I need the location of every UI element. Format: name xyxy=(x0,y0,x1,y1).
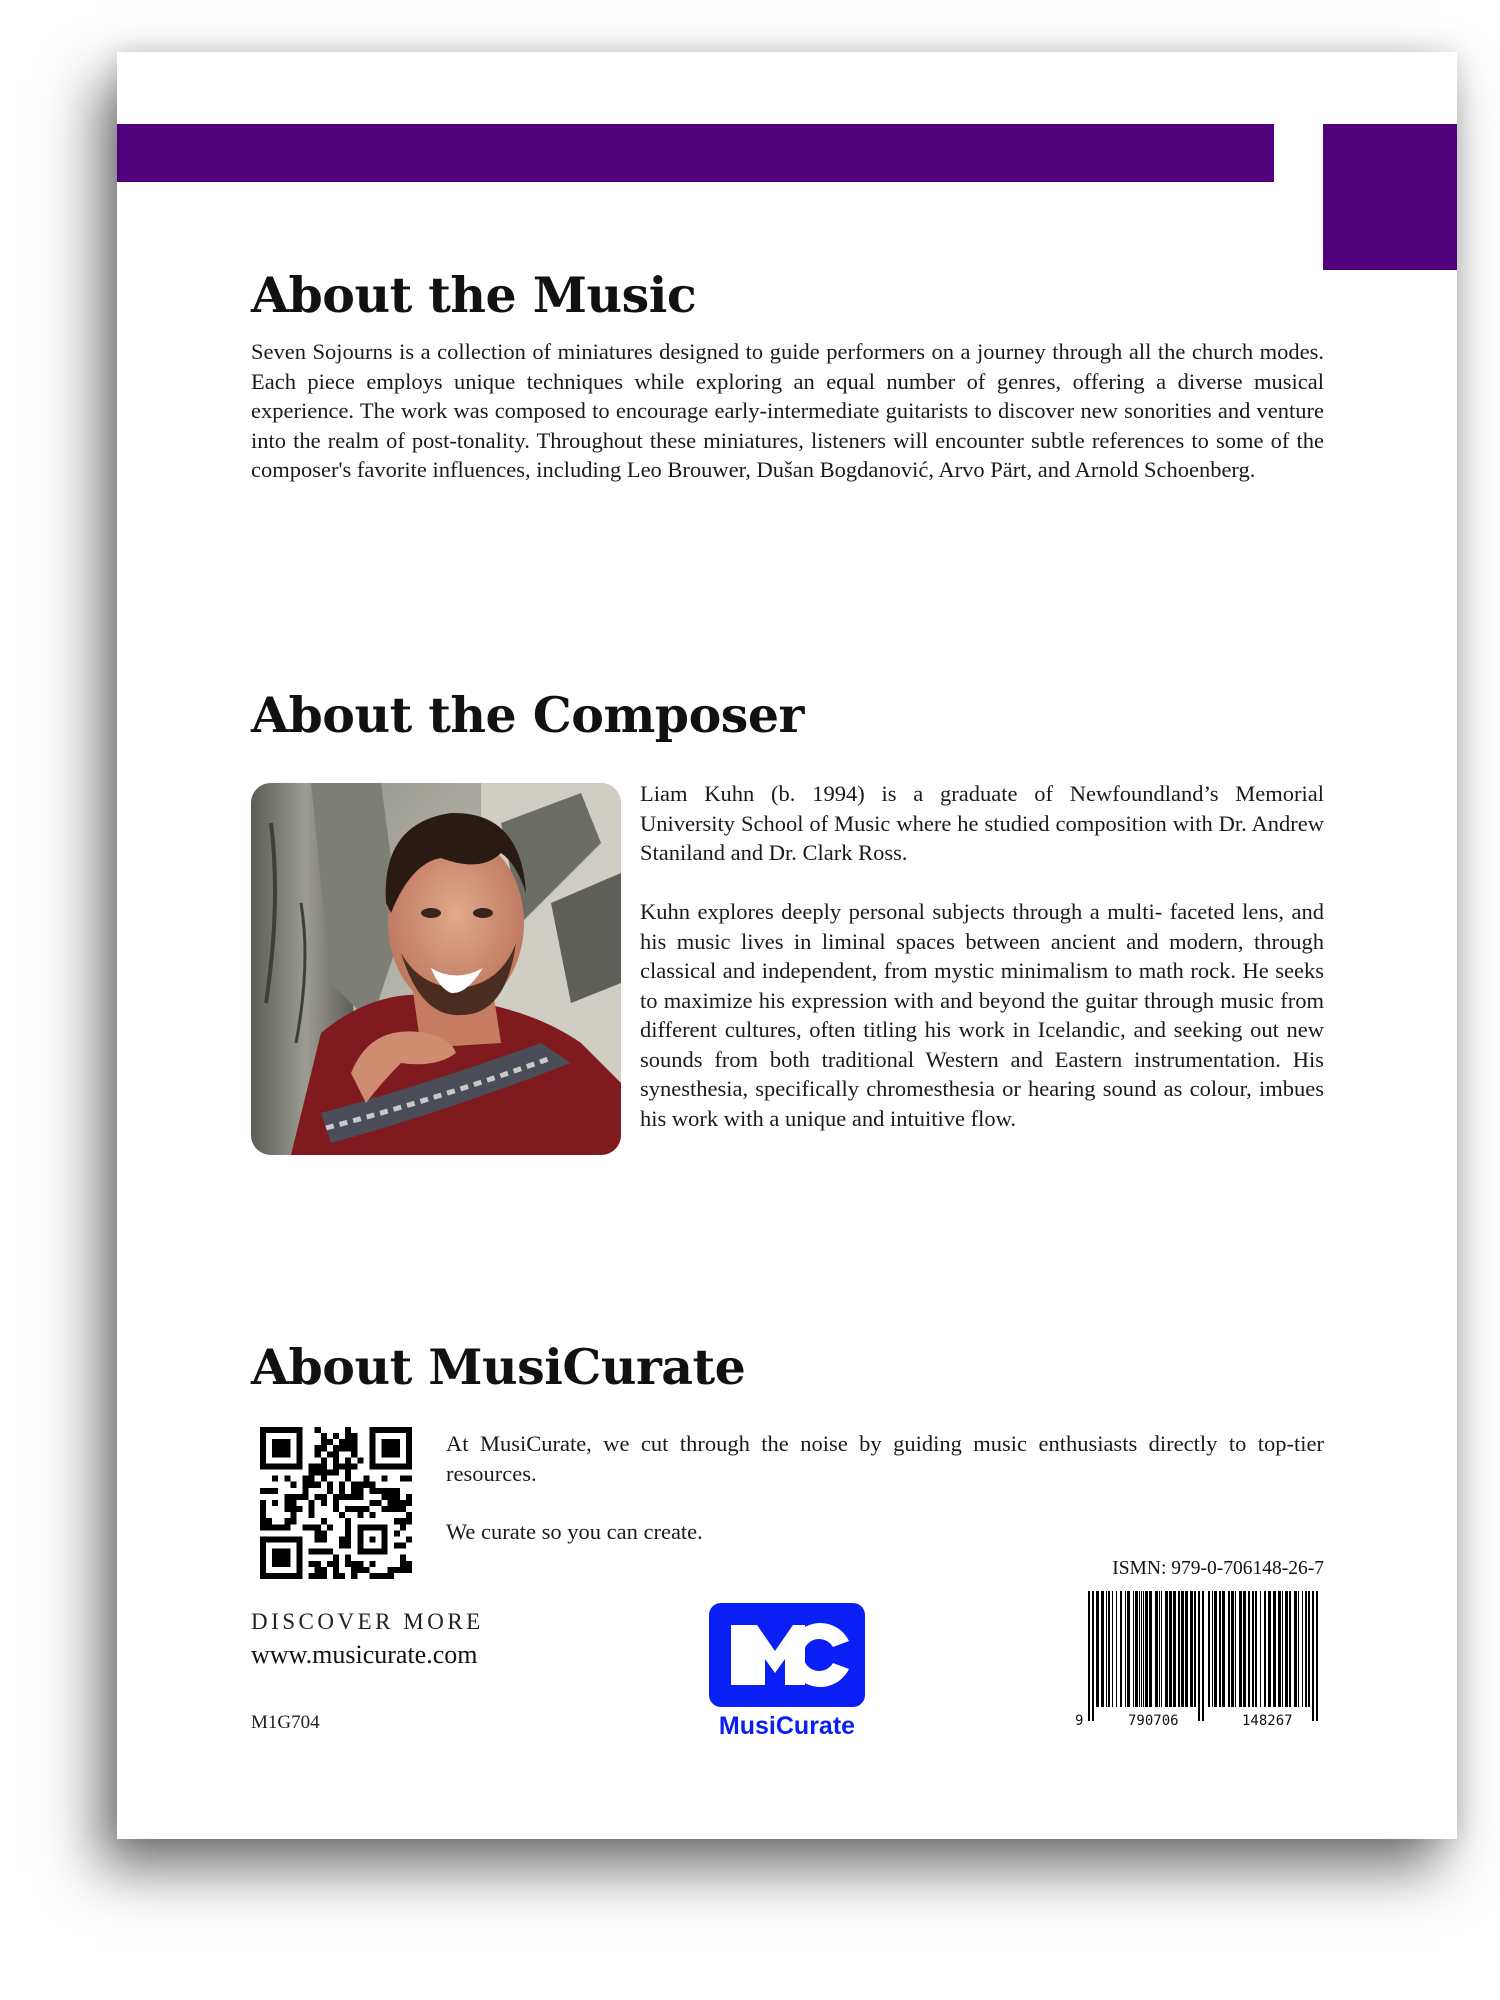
discover-more-label: DISCOVER MORE xyxy=(251,1609,484,1634)
musicurate-tagline: We curate so you can create. xyxy=(446,1519,703,1544)
catalog-code: M1G704 xyxy=(251,1712,320,1733)
top-accent-bar xyxy=(117,124,1274,182)
composer-bio-paragraph-1: Liam Kuhn (b. 1994) is a graduate of Newfoundland’s Memorial University School of Music where he studied composition with Dr. Andrew Staniland and Dr. Clark Ross. xyxy=(640,781,1324,865)
musicurate-description: At MusiCurate, we cut through the noise by guiding music enthusiasts directly to top-tier resources. xyxy=(446,1431,1324,1486)
top-accent-block xyxy=(1323,124,1457,270)
composer-bio-paragraph-2: Kuhn explores deeply personal subjects through a multi- faceted lens, and his music lives in liminal spaces between ancient and modern, through classical and independent, from mystic minimalism to math rock. He seeks to maximize his expression with and beyond the guitar through music from different cultures, often titling his work in Icelandic, and seeking out new sounds from both traditional Western and Eastern instrumentation. His synesthesia, specifically chromesthesia or hearing sound as colour, imbues his work with a unique and intuitive flow. xyxy=(640,899,1324,1131)
qr-code-icon[interactable] xyxy=(260,1427,412,1579)
about-composer-heading: About the Composer xyxy=(251,686,804,744)
about-music-heading: About the Music xyxy=(251,266,697,324)
about-music-text: Seven Sojourns is a collection of miniatures designed to guide performers on a journey through all the church modes. Each piece employs unique techniques while exploring an equal number of genres, offering a diverse musical experience. The work was composed to encourage early-intermediate guitarists to discover new sonorities and venture into the realm of post-tonality. Throughout these miniatures, listeners will encounter subtle references to some of the composer's favorite influences, including Leo Brouwer, Dušan Bogdanović, Arvo Pärt, and Arnold Schoenberg. xyxy=(251,339,1324,482)
barcode-digits-right: 148267 xyxy=(1242,1713,1293,1729)
barcode-icon xyxy=(1072,1591,1328,1731)
back-cover xyxy=(117,52,1457,1839)
composer-photo xyxy=(251,783,621,1155)
website-link[interactable]: www.musicurate.com xyxy=(251,1640,478,1669)
barcode-digits-left: 790706 xyxy=(1128,1713,1179,1729)
barcode-digit-lead: 9 xyxy=(1075,1713,1084,1729)
ismn-number: ISMN: 979-0-706148-26-7 xyxy=(1112,1558,1324,1579)
musicurate-logo-text: MusiCurate xyxy=(718,1712,856,1740)
musicurate-logo-icon xyxy=(709,1603,865,1707)
about-musicurate-heading: About MusiCurate xyxy=(251,1338,746,1396)
